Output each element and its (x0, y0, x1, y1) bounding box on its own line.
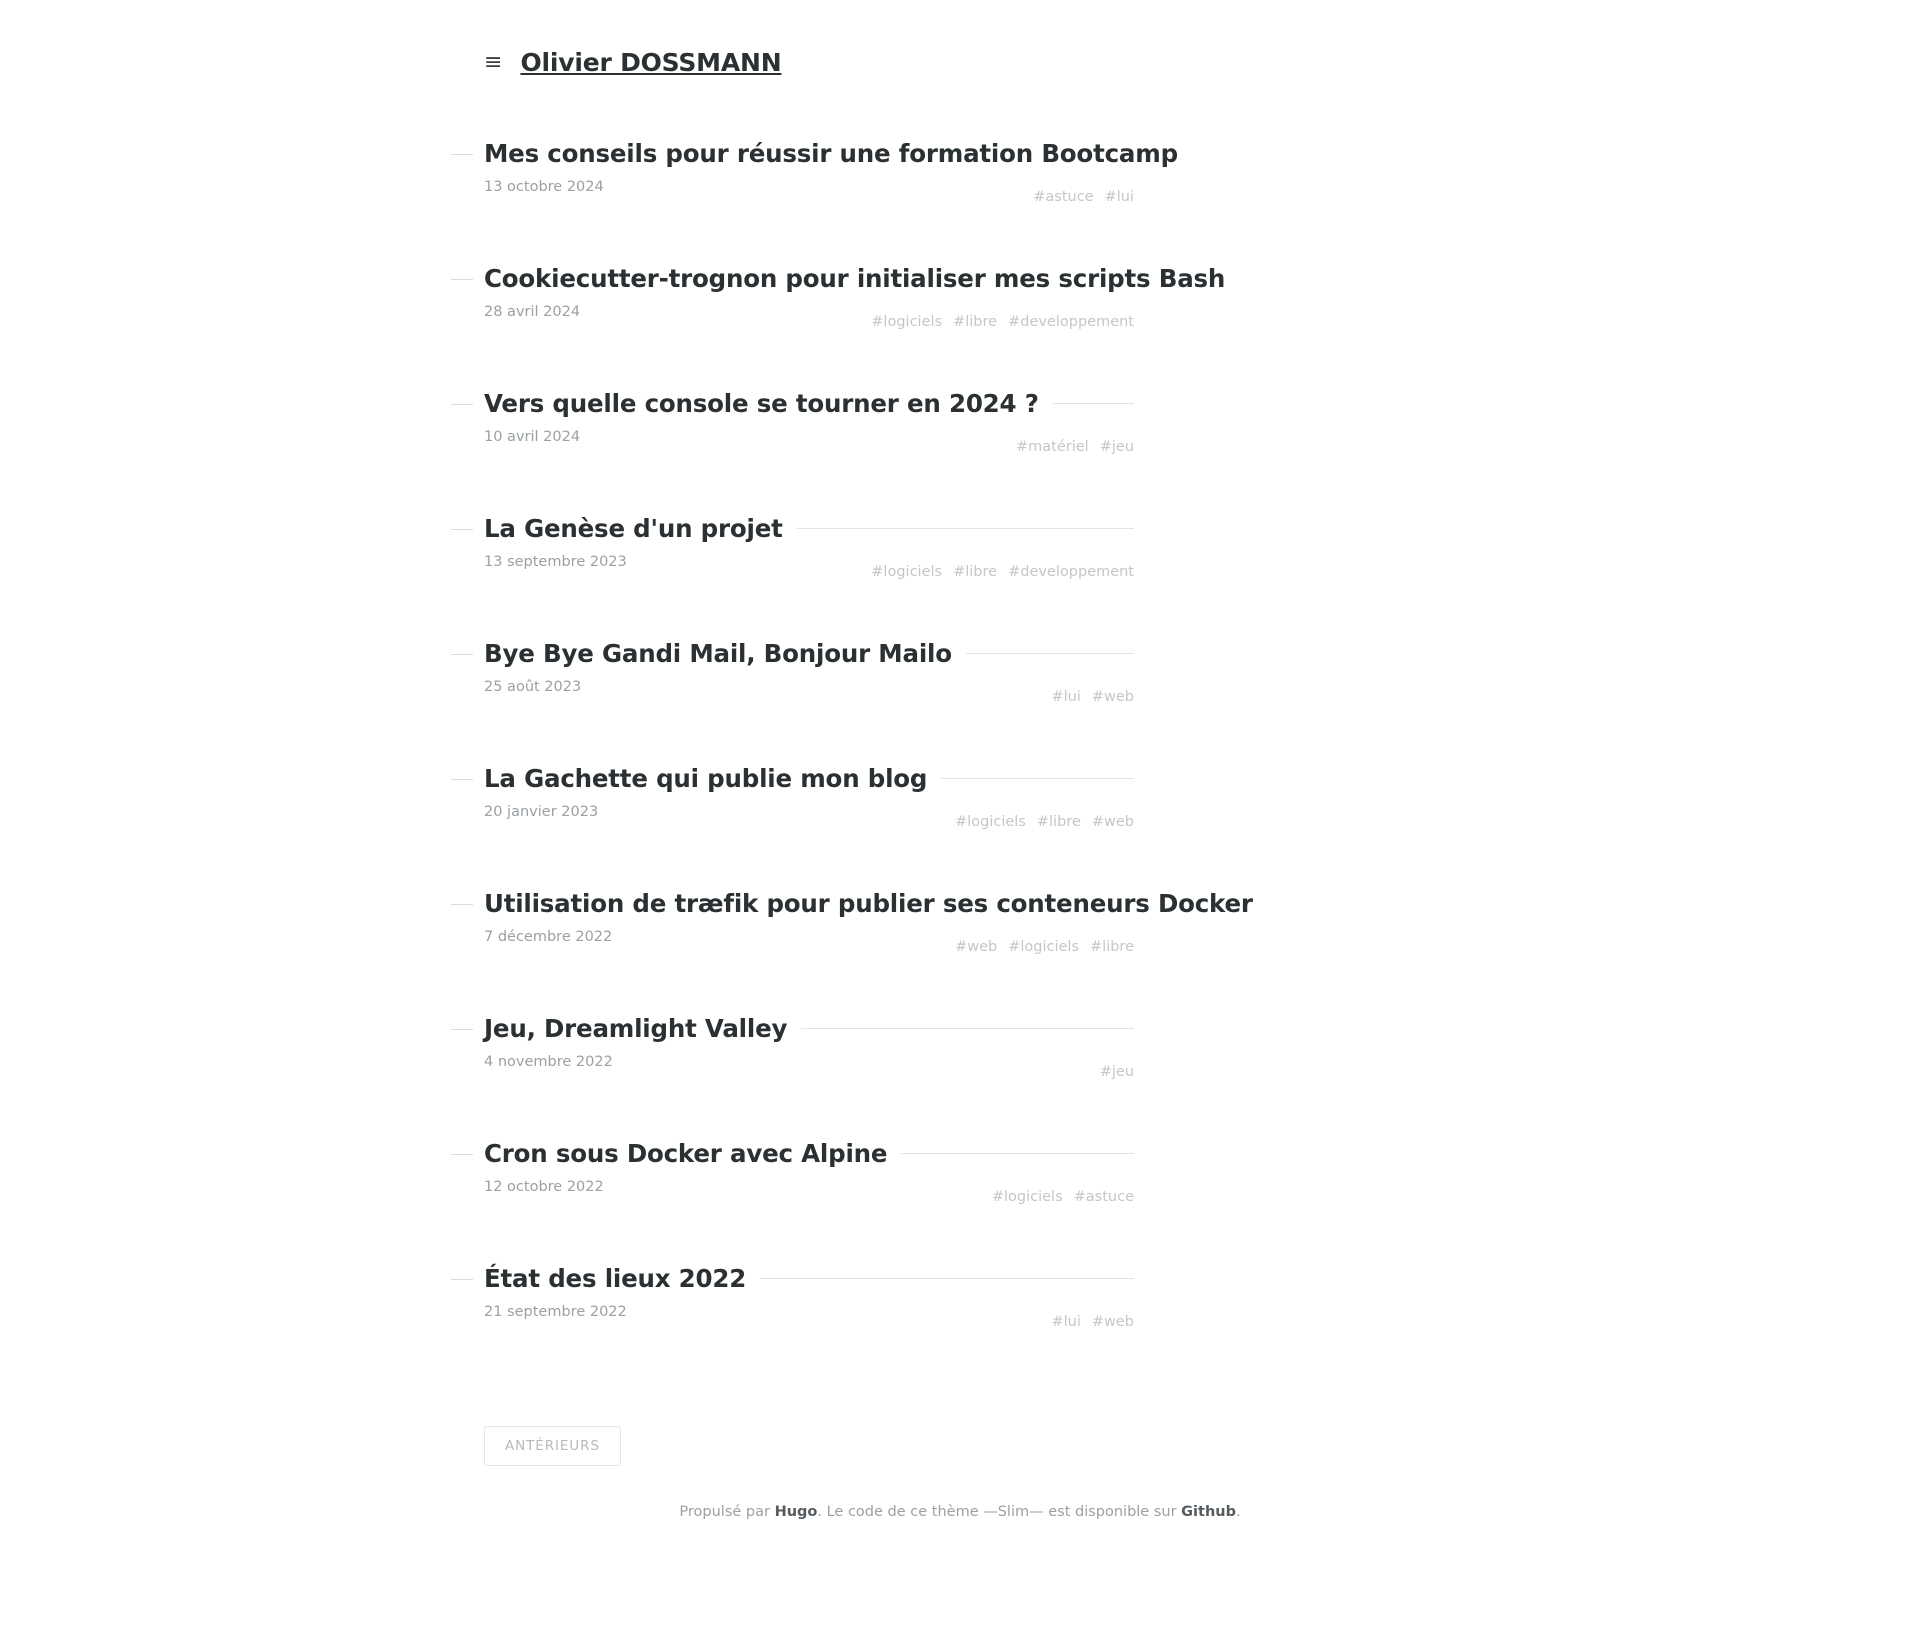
post-title-link[interactable]: État des lieux 2022 (484, 1264, 747, 1293)
post-headline (484, 264, 1920, 293)
post-tags (992, 1179, 1134, 1205)
main-content (0, 139, 1920, 1466)
post-title-link[interactable]: La Gachette qui publie mon blog (484, 764, 928, 793)
post-date: 13 septembre 2023 (484, 554, 627, 570)
tag-link[interactable]: #web (955, 939, 998, 955)
post-headline (484, 389, 1920, 418)
post-tags (871, 304, 1134, 330)
post-tags (1051, 679, 1134, 705)
older-posts-button[interactable]: ANTÉRIEURS (484, 1426, 621, 1466)
post-date: 13 octobre 2024 (484, 179, 604, 195)
post-title-link[interactable]: La Genèse d'un projet (484, 514, 783, 543)
post-tags (1100, 1054, 1134, 1080)
rule-left (451, 404, 473, 405)
post-tags (955, 929, 1134, 955)
tag-link[interactable]: #developpement (1008, 564, 1134, 580)
hamburger-menu-icon[interactable]: ≡ (484, 49, 503, 75)
post-tags (955, 804, 1134, 830)
tag-link[interactable]: #libre (1036, 814, 1081, 830)
rule-right (901, 1153, 1134, 1154)
rule-right (1053, 403, 1134, 404)
tag-link[interactable]: #web (1091, 1314, 1134, 1330)
tag-link[interactable]: #web (1091, 689, 1134, 705)
tag-link[interactable]: #developpement (1008, 314, 1134, 330)
post-headline (484, 639, 1920, 668)
tag-link[interactable]: #libre (1090, 939, 1134, 955)
rule-right (760, 1278, 1134, 1279)
post-title-link[interactable]: Vers quelle console se tourner en 2024 ? (484, 389, 1039, 418)
footer-text-before: Propulsé par (679, 1504, 775, 1520)
post-title-link[interactable]: Mes conseils pour réussir une formation Bootcamp (484, 139, 1178, 168)
rule-right (966, 653, 1134, 654)
tag-link[interactable]: #web (1091, 814, 1134, 830)
tag-link[interactable]: #jeu (1099, 439, 1134, 455)
post-meta (484, 804, 1134, 830)
post-title-link[interactable]: Bye Bye Gandi Mail, Bonjour Mailo (484, 639, 952, 668)
post-item (0, 139, 1920, 205)
post-date: 21 septembre 2022 (484, 1304, 627, 1320)
post-date: 10 avril 2024 (484, 429, 581, 445)
post-meta (484, 554, 1134, 580)
footer-hugo-link[interactable]: Hugo (774, 1504, 818, 1520)
tag-link[interactable]: #logiciels (871, 564, 943, 580)
post-meta (484, 1179, 1134, 1205)
post-item (0, 1139, 1920, 1205)
tag-link[interactable]: #logiciels (1008, 939, 1080, 955)
post-tags (1051, 1304, 1134, 1330)
post-item (0, 764, 1920, 830)
tag-link[interactable]: #matériel (1015, 439, 1089, 455)
post-title-link[interactable]: Jeu, Dreamlight Valley (484, 1014, 788, 1043)
post-item (0, 264, 1920, 330)
tag-link[interactable]: #lui (1051, 689, 1081, 705)
post-headline (484, 514, 1920, 543)
post-date: 4 novembre 2022 (484, 1054, 613, 1070)
post-date: 12 octobre 2022 (484, 1179, 604, 1195)
post-item (0, 389, 1920, 455)
post-tags (871, 554, 1134, 580)
post-meta (484, 429, 1134, 455)
post-headline (484, 139, 1920, 168)
post-date: 25 août 2023 (484, 679, 582, 695)
post-title-link[interactable]: Cookiecutter-trognon pour initialiser mes scripts Bash (484, 264, 1226, 293)
post-headline (484, 1264, 1920, 1293)
rule-right (801, 1028, 1134, 1029)
tag-link[interactable]: #lui (1104, 189, 1134, 205)
post-list (0, 139, 1920, 1330)
tag-link[interactable]: #astuce (1073, 1189, 1134, 1205)
site-header (0, 0, 1920, 77)
tag-link[interactable]: #libre (953, 314, 998, 330)
post-headline (484, 889, 1920, 918)
tag-link[interactable]: #logiciels (871, 314, 943, 330)
post-meta (484, 179, 1134, 205)
post-headline (484, 1139, 1920, 1168)
post-date: 7 décembre 2022 (484, 929, 613, 945)
post-meta (484, 1304, 1134, 1330)
footer-text-after: . (1235, 1504, 1241, 1520)
site-footer (0, 1504, 1920, 1560)
rule-left (451, 1154, 473, 1155)
post-tags (1033, 179, 1134, 205)
post-title-link[interactable]: Cron sous Docker avec Alpine (484, 1139, 888, 1168)
rule-left (451, 1029, 473, 1030)
rule-left (451, 154, 473, 155)
post-meta (484, 679, 1134, 705)
pagination (0, 1389, 1920, 1466)
post-headline (484, 1014, 1920, 1043)
tag-link[interactable]: #jeu (1099, 1064, 1134, 1080)
tag-link[interactable]: #libre (953, 564, 998, 580)
footer-github-link[interactable]: Github (1181, 1504, 1236, 1520)
post-date: 28 avril 2024 (484, 304, 581, 320)
post-item (0, 1264, 1920, 1330)
post-title-link[interactable]: Utilisation de træfik pour publier ses conteneurs Docker (484, 889, 1253, 918)
post-meta (484, 929, 1134, 955)
post-headline (484, 764, 1920, 793)
site-title[interactable]: Olivier DOSSMANN (520, 48, 782, 77)
rule-right (941, 778, 1134, 779)
tag-link[interactable]: #lui (1051, 1314, 1081, 1330)
post-item (0, 889, 1920, 955)
tag-link[interactable]: #astuce (1033, 189, 1094, 205)
post-item (0, 639, 1920, 705)
post-item (0, 514, 1920, 580)
post-meta (484, 304, 1134, 330)
rule-left (451, 1279, 473, 1280)
post-tags (1016, 429, 1134, 455)
rule-left (451, 654, 473, 655)
tag-link[interactable]: #logiciels (991, 1189, 1063, 1205)
rule-left (451, 279, 473, 280)
tag-link[interactable]: #logiciels (955, 814, 1026, 830)
footer-text-middle: . Le code de ce thème —Slim— est disponible sur (817, 1504, 1182, 1520)
rule-left (451, 779, 473, 780)
post-meta (484, 1054, 1134, 1080)
rule-left (451, 529, 473, 530)
post-date: 20 janvier 2023 (484, 804, 599, 820)
rule-left (451, 904, 473, 905)
rule-right (797, 528, 1134, 529)
post-item (0, 1014, 1920, 1080)
